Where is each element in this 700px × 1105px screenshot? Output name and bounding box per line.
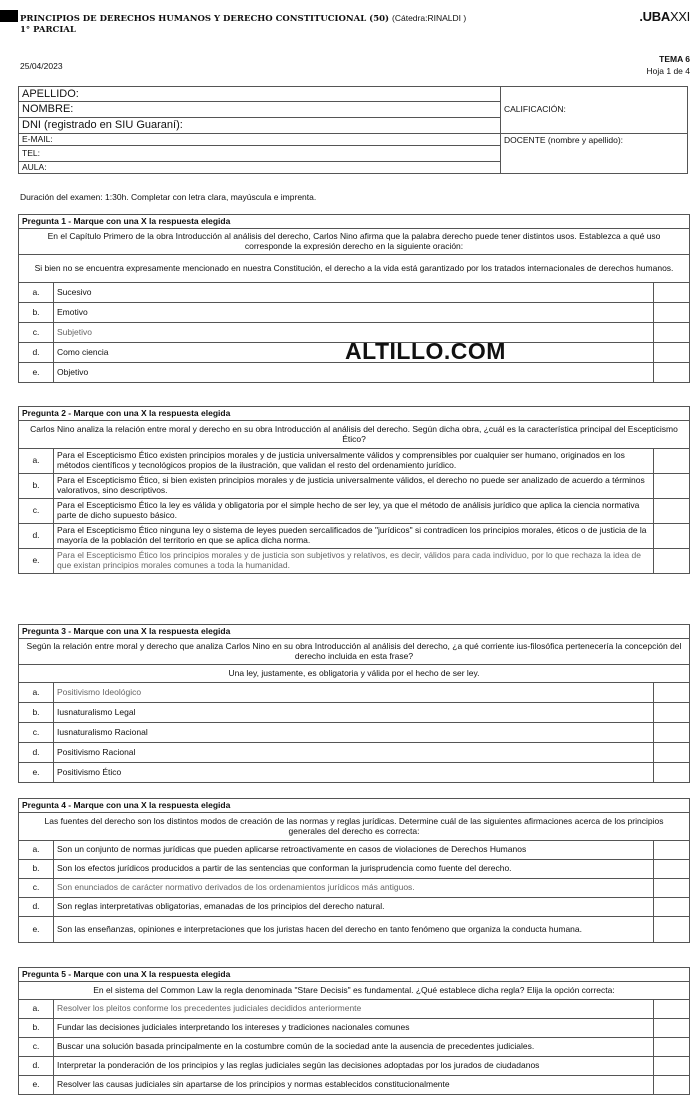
option-letter: d. [19,898,54,917]
option-text: Fundar las decisiones judiciales interpretando los intereses y tradiciones nacionales comunes [54,1019,654,1038]
option-letter: b. [19,474,54,499]
option-text: Son reglas interpretativas obligatorias, emanadas de los principios del derecho natural. [54,898,654,917]
option-text: Iusnaturalismo Racional [54,723,654,743]
option-text: Iusnaturalismo Legal [54,703,654,723]
docente-field[interactable]: DOCENTE (nombre y apellido): [501,134,688,174]
answer-box[interactable] [654,499,690,524]
option-letter: a. [19,683,54,703]
option-text: Positivismo Ideológico [54,683,654,703]
answer-box[interactable] [654,917,690,943]
question-3 [18,624,690,783]
altillo-watermark: ALTILLO.COM [345,338,506,364]
option-letter: e. [19,549,54,574]
answer-box[interactable] [654,1038,690,1057]
option-text: Sucesivo [54,283,654,303]
option-letter: b. [19,860,54,879]
answer-box[interactable] [654,1000,690,1019]
option-letter: c. [19,1038,54,1057]
option-letter: e. [19,917,54,943]
option-letter: d. [19,343,54,363]
option-text: Para el Escepticismo Ético ninguna ley o sistema de leyes pueden sercalificados de "jurídicos" si contradicen los principios morales, éticos o de justicia de la mayoría de la población del territorio en que se aplica dicha norma. [54,524,654,549]
answer-box[interactable] [654,860,690,879]
tel-field[interactable]: TEL: [19,146,501,162]
option-text: Como ciencia [54,343,654,363]
question-5 [18,967,690,1095]
option-text: Resolver los pleitos conforme los precedentes judiciales decididos anteriormente [54,1000,654,1019]
option-text: Son las enseñanzas, opiniones e interpretaciones que los juristas hacen del derecho en tanto fenómeno que organiza la conducta humana. [54,917,654,943]
answer-box[interactable] [654,449,690,474]
option-letter: e. [19,1076,54,1095]
option-text: Subjetivo [54,323,654,343]
option-text: Positivismo Racional [54,743,654,763]
exam-date: 25/04/2023 [20,61,63,71]
question-title: Pregunta 1 - Marque con una X la respuesta elegida [19,215,690,229]
option-letter: a. [19,449,54,474]
option-text: Son un conjunto de normas jurídicas que pueden aplicarse retroactivamente en casos de violaciones de Derechos Humanos [54,841,654,860]
apellido-field[interactable]: APELLIDO: [19,87,501,102]
answer-box[interactable] [654,898,690,917]
question-prompt: Carlos Nino analiza la relación entre moral y derecho en su obra Introducción al análisis del derecho. Según dicha obra, ¿cuál es la característica principal del Escepticismo Ético? [19,421,690,449]
option-text: Objetivo [54,363,654,383]
answer-box[interactable] [654,303,690,323]
student-info-table [18,86,688,174]
answer-box[interactable] [654,549,690,574]
tema-label: TEMA 6 [659,54,690,64]
answer-box[interactable] [654,743,690,763]
catedra: (Cátedra:RINALDI ) [392,13,467,23]
option-letter: a. [19,1000,54,1019]
page-header [0,0,700,95]
option-text: Resolver las causas judiciales sin apartarse de los principios y normas establecidos constitucionalmente [54,1076,654,1095]
answer-box[interactable] [654,683,690,703]
option-letter: c. [19,879,54,898]
answer-box[interactable] [654,524,690,549]
black-marker [0,10,18,22]
question-prompt: Las fuentes del derecho son los distintos modos de creación de las normas y reglas jurídicas. Determine cuál de las siguientes afirmaciones acerca de los principios generales del derecho es correcta: [19,813,690,841]
page-count: Hoja 1 de 4 [646,66,690,76]
question-4 [18,798,690,943]
option-text: Para el Escepticismo Ético los principios morales y de justicia son subjetivos y relativos, es decir, válidos para cada individuo, por lo que rechaza la idea de que existan principios morales comunes a toda la humanidad. [54,549,654,574]
option-text: Para el Escepticismo Ético la ley es válida y obligatoria por el simple hecho de ser ley, ya que el método de análisis jurídico que aplica la ciencia normativa parte de dicho supuesto básico. [54,499,654,524]
option-text: Buscar una solución basada principalmente en la costumbre común de la sociedad ante la ausencia de precedentes judiciales. [54,1038,654,1057]
answer-box[interactable] [654,343,690,363]
answer-box[interactable] [654,323,690,343]
option-text: Emotivo [54,303,654,323]
course-title: PRINCIPIOS DE DERECHOS HUMANOS Y DERECHO CONSTITUCIONAL (50) (Cátedra:RINALDI ) [20,13,467,24]
email-field[interactable]: E-MAIL: [19,134,501,146]
option-text: Para el Escepticismo Ético, si bien existen principios morales y de justicia universalmente válidos, el derecho no puede ser analizado de acuerdo a términos valorativos, sino descriptivos. [54,474,654,499]
dni-field[interactable]: DNI (registrado en SIU Guaraní): [19,118,501,134]
option-letter: c. [19,323,54,343]
option-text: Son enunciados de carácter normativo derivados de los ordenamientos jurídicos más antiguos. [54,879,654,898]
option-letter: a. [19,841,54,860]
calificacion-field[interactable]: CALIFICACIÓN: [501,87,688,134]
answer-box[interactable] [654,474,690,499]
answer-box[interactable] [654,879,690,898]
option-letter: d. [19,524,54,549]
nombre-field[interactable]: NOMBRE: [19,102,501,118]
question-title: Pregunta 2 - Marque con una X la respuesta elegida [19,407,690,421]
answer-box[interactable] [654,841,690,860]
option-letter: b. [19,1019,54,1038]
question-title: Pregunta 5 - Marque con una X la respuesta elegida [19,968,690,982]
option-letter: e. [19,763,54,783]
question-title: Pregunta 3 - Marque con una X la respuesta elegida [19,625,690,639]
option-letter: c. [19,723,54,743]
option-letter: c. [19,499,54,524]
exam-name: 1° PARCIAL [20,25,76,35]
option-letter: b. [19,303,54,323]
option-text: Para el Escepticismo Ético existen principios morales y de justicia universalmente válidos y comprensibles por cualquier ser humano, originados en los métodos científicos y tecnológicos propios de la ilustración, que validan el resto del ordenamiento jurídico. [54,449,654,474]
answer-box[interactable] [654,1076,690,1095]
answer-box[interactable] [654,1019,690,1038]
option-letter: d. [19,743,54,763]
option-text: Interpretar la ponderación de los principios y las reglas judiciales según las decisiones adoptadas por los jurados de ciudadanos [54,1057,654,1076]
answer-box[interactable] [654,363,690,383]
question-statement: Una ley, justamente, es obligatoria y válida por el hecho de ser ley. [19,665,690,683]
uba-xxi-logo: .UBAXXI [639,9,690,24]
question-prompt: En el sistema del Common Law la regla denominada "Stare Decisis" es fundamental. ¿Qué establece dicha regla? Elija la opción correcta: [19,982,690,1000]
answer-box[interactable] [654,723,690,743]
question-title: Pregunta 4 - Marque con una X la respuesta elegida [19,799,690,813]
question-statement: Si bien no se encuentra expresamente mencionado en nuestra Constitución, el derecho a la vida está garantizado por los tratados internacionales de derechos humanos. [19,255,690,283]
answer-box[interactable] [654,283,690,303]
answer-box[interactable] [654,763,690,783]
answer-box[interactable] [654,1057,690,1076]
answer-box[interactable] [654,703,690,723]
option-text: Son los efectos jurídicos producidos a partir de las sentencias que conforman la jurisprudencia como fuente del derecho. [54,860,654,879]
option-letter: d. [19,1057,54,1076]
option-letter: a. [19,283,54,303]
option-letter: b. [19,703,54,723]
aula-field[interactable]: AULA: [19,162,501,174]
question-prompt: Según la relación entre moral y derecho que analiza Carlos Nino en su obra Introducción al análisis del derecho, ¿a qué corriente ius-filosófica pertenecería la concepción del derecho incluida en esta frase? [19,639,690,665]
question-prompt: En el Capítulo Primero de la obra Introducción al análisis del derecho, Carlos Nino afirma que la palabra derecho puede tener distintos usos. Establezca a qué uso corresponde la expresión derecho en la siguiente oración: [19,229,690,255]
option-text: Positivismo Ético [54,763,654,783]
question-2 [18,406,690,574]
option-letter: e. [19,363,54,383]
duration-note: Duración del examen: 1:30h. Completar con letra clara, mayúscula e imprenta. [20,192,317,202]
